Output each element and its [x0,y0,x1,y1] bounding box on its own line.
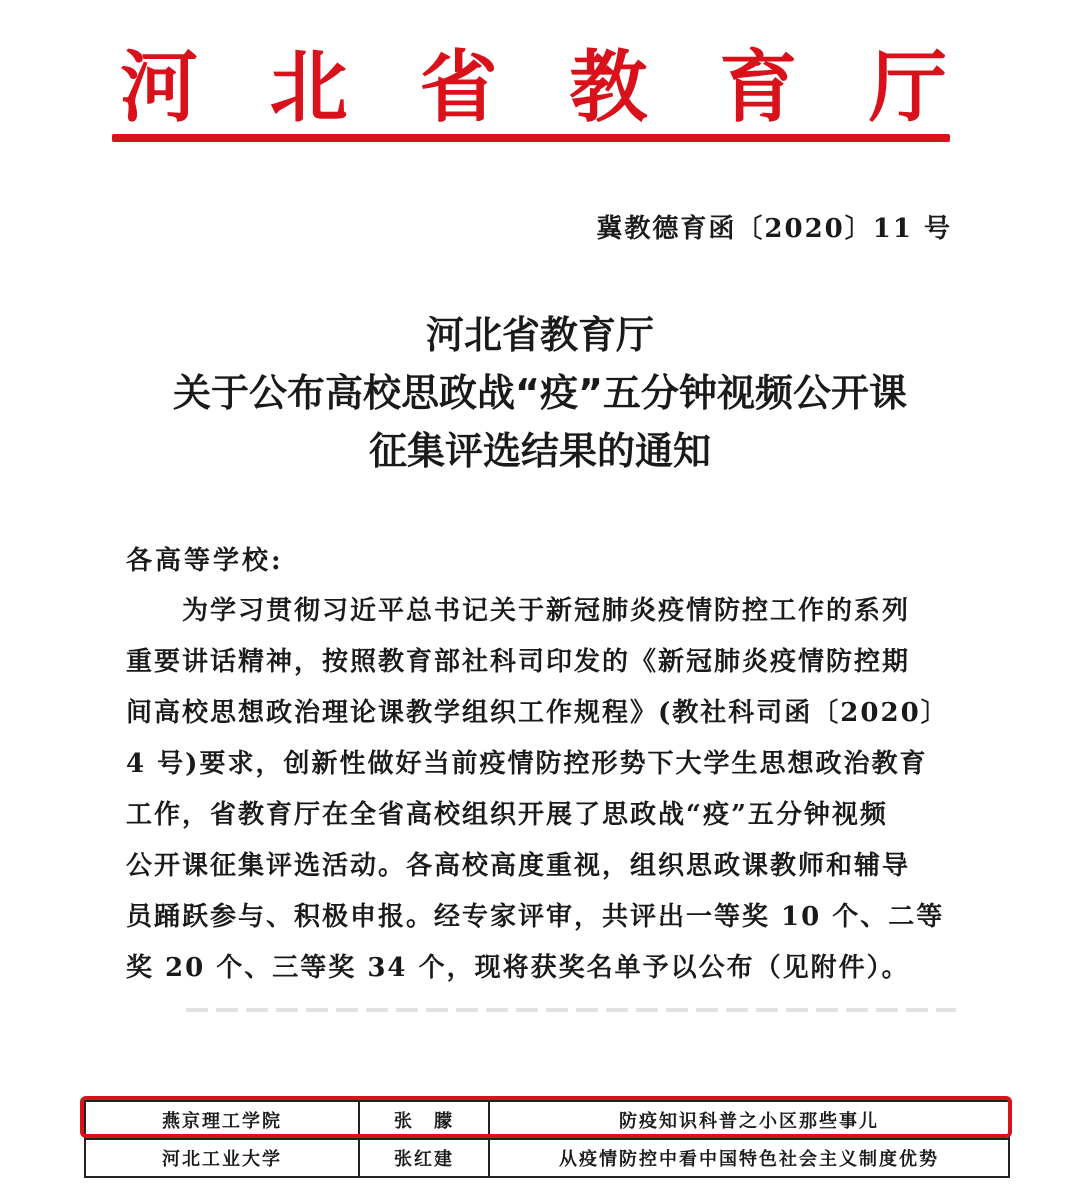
title-line-1: 河北省教育厅 [425,313,654,357]
letterhead-char: 省 [419,43,498,133]
letterhead-char: 育 [719,43,798,133]
letterhead-char: 河 [120,43,199,133]
notice-body [126,586,954,994]
body-line: 间高校思想政治理论课教学组织工作规程》(教社科司函〔2020〕 [126,698,949,728]
letterhead-char: 教 [569,43,648,133]
title-line-3: 征集评选结果的通知 [368,429,711,473]
body-line: 工作，省教育厅在全省高校组织开展了思政战“疫”五分钟视频 [126,800,888,830]
table-row [85,1139,1009,1177]
document-title [100,306,980,480]
school-cell: 燕京理工学院 [85,1101,359,1139]
letterhead-char: 厅 [868,43,947,133]
award-list-table [84,1100,1010,1178]
title-line-2: 关于公布高校思政战“疫”五分钟视频公开课 [173,371,907,415]
teacher-name-cell: 张红建 [359,1139,489,1177]
letterhead-title [110,36,955,133]
faded-text-remnant [186,1008,956,1012]
body-line: 重要讲话精神，按照教育部社科司印发的《新冠肺炎疫情防控期 [126,647,911,677]
salutation: 各高等学校: [126,546,284,576]
course-title-cell: 从疫情防控中看中国特色社会主义制度优势 [489,1139,1009,1177]
letterhead [110,28,955,133]
body-line: 4 号)要求，创新性做好当前疫情防控形势下大学生思想政治教育 [126,749,928,779]
body-line: 员踊跃参与、积极申报。经专家评审，共评出一等奖 10 个、二等 [126,902,945,932]
letterhead-char: 北 [269,43,348,133]
body-line: 奖 20 个、三等奖 34 个，现将获奖名单予以公布（见附件）。 [126,953,910,983]
table-row [85,1101,1009,1139]
school-cell: 河北工业大学 [85,1139,359,1177]
body-line: 公开课征集评选活动。各高校高度重视，组织思政课教师和辅导 [126,851,911,881]
body-line: 为学习贯彻习近平总书记关于新冠肺炎疫情防控工作的系列 [182,596,911,626]
document-number: 冀教德育函〔2020〕11 号 [596,214,952,244]
letterhead-red-rule [112,134,950,142]
teacher-name-cell: 张 朦 [359,1101,489,1139]
course-title-cell: 防疫知识科普之小区那些事儿 [489,1101,1009,1139]
